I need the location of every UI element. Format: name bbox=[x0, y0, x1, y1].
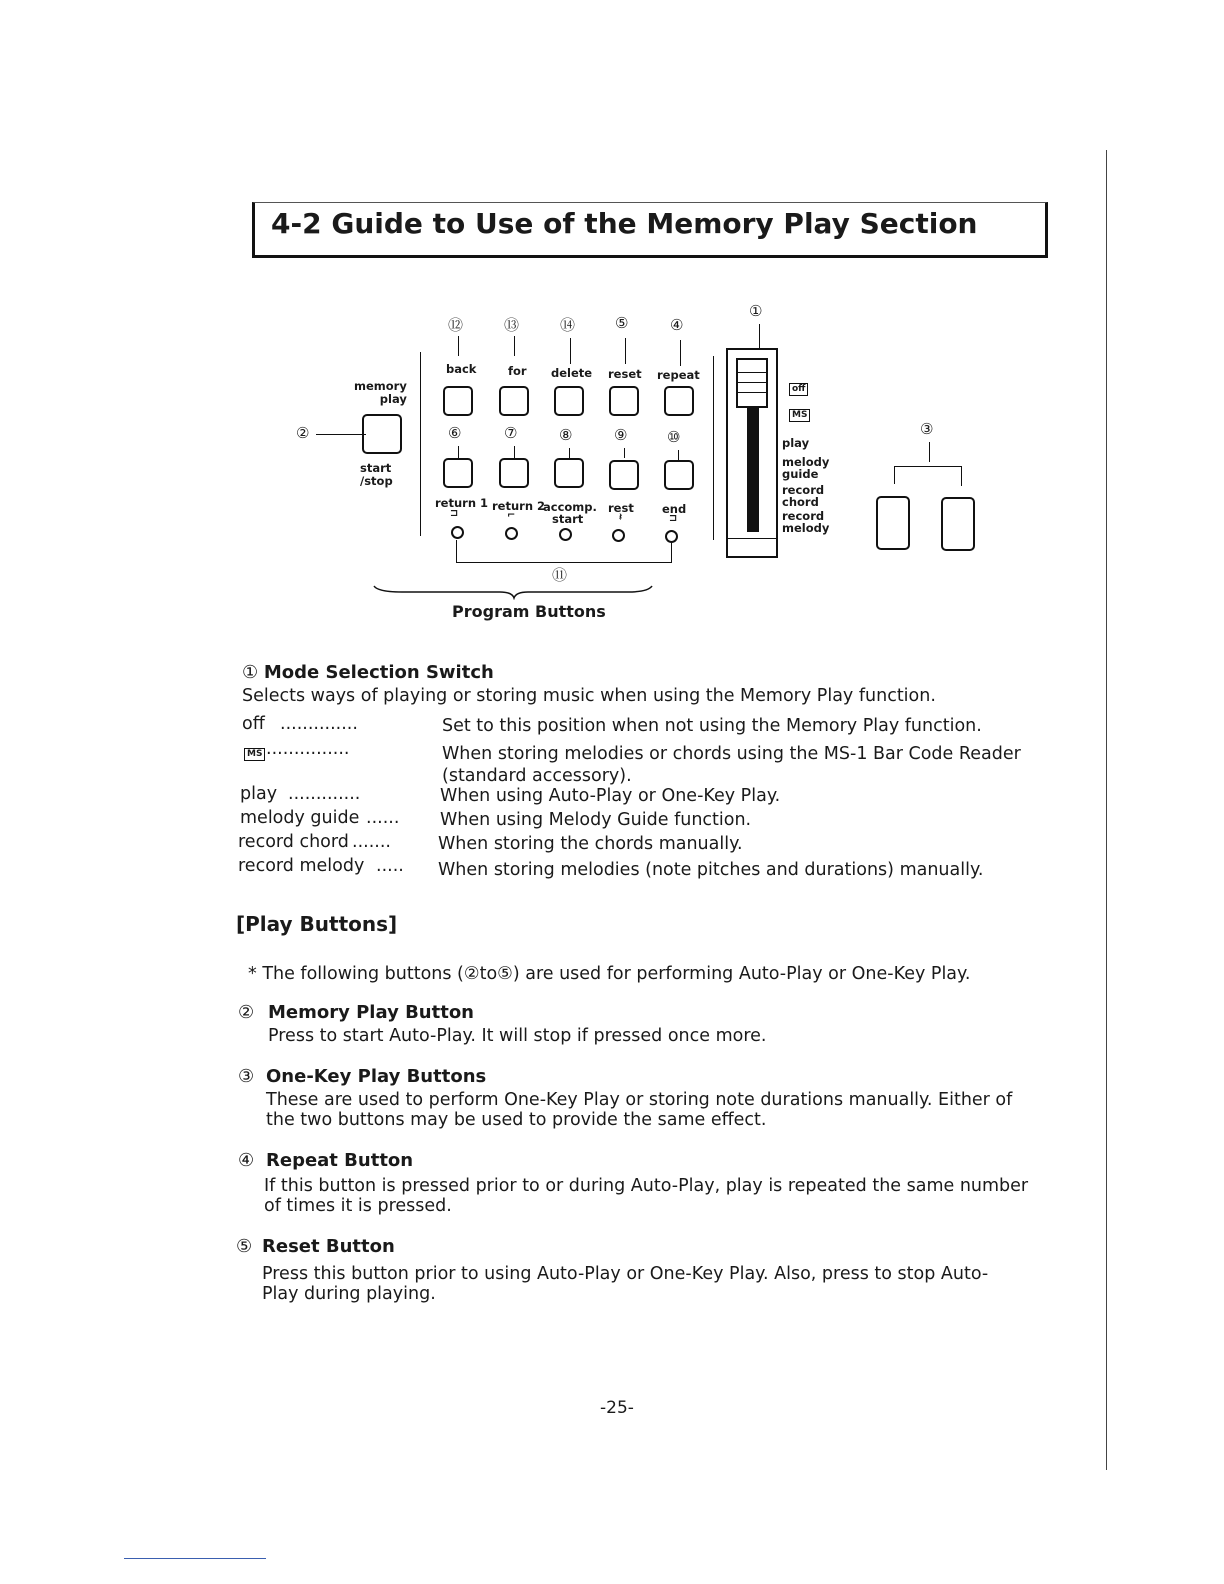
callout-5: ⑤ bbox=[615, 314, 629, 332]
program-brace bbox=[372, 584, 654, 600]
item-text: If this button is pressed prior to or during Auto-Play, play is repeated the same number bbox=[264, 1176, 1029, 1196]
bracket-line bbox=[671, 542, 672, 562]
label-accomp-start: start bbox=[552, 512, 584, 526]
callout-2: ② bbox=[296, 424, 310, 442]
label-return1: return 1 bbox=[435, 496, 489, 510]
item-title: Reset Button bbox=[262, 1236, 395, 1257]
mode-leader: ....... bbox=[352, 832, 391, 852]
callout-11: ⑪ bbox=[552, 566, 568, 584]
callout-9: ⑨ bbox=[614, 426, 628, 444]
mode-term: play bbox=[240, 784, 278, 804]
mode-leader: ··············· bbox=[266, 744, 350, 764]
mode-term-ms: MS bbox=[244, 748, 265, 761]
mode-leader: ............. bbox=[288, 784, 361, 804]
end-symbol-icon: ⊐ bbox=[669, 513, 678, 524]
mode-desc: When storing melodies or chords using the MS-1 Bar Code Reader bbox=[442, 744, 1021, 764]
indicator-led bbox=[612, 529, 625, 542]
label-rest: rest bbox=[608, 501, 634, 515]
callout-10: ⑩ bbox=[667, 428, 681, 446]
bracket-line bbox=[894, 466, 962, 467]
bracket-line bbox=[961, 466, 962, 486]
rest-button[interactable] bbox=[609, 460, 639, 490]
leader-line bbox=[316, 434, 366, 435]
mode-selection-switch[interactable] bbox=[726, 348, 778, 558]
mode-desc: When using Melody Guide function. bbox=[440, 810, 752, 830]
mode-leader: ..... bbox=[376, 856, 404, 876]
bracket-line bbox=[456, 562, 672, 563]
mode-leader: ...... bbox=[366, 808, 400, 828]
leader-line bbox=[514, 336, 515, 356]
mode-desc: When using Auto-Play or One-Key Play. bbox=[440, 786, 781, 806]
mode-term: record melody bbox=[238, 856, 365, 876]
return-symbol-icon: ⌐ bbox=[507, 510, 516, 521]
rest-symbol-icon: 𝄽 bbox=[619, 512, 623, 523]
mode-desc: When storing the chords manually. bbox=[438, 834, 743, 854]
one-key-play-button-right[interactable] bbox=[941, 497, 975, 551]
leader-line bbox=[624, 448, 625, 458]
return-symbol-icon: ⊐ bbox=[450, 508, 459, 519]
switch-pos-ms: MS bbox=[789, 409, 810, 422]
switch-slot bbox=[747, 390, 759, 532]
switch-base-line bbox=[728, 538, 776, 539]
callout-1: ① bbox=[749, 302, 763, 320]
label-accomp: accomp. bbox=[543, 500, 597, 514]
mode-term: record chord bbox=[238, 832, 349, 852]
callout-13: ⑬ bbox=[504, 316, 520, 334]
leader-line bbox=[678, 450, 679, 460]
leader-line bbox=[514, 446, 515, 458]
mode-desc: When storing melodies (note pitches and durations) manually. bbox=[438, 860, 984, 880]
leader-line bbox=[625, 338, 626, 364]
mode-desc: Set to this position when not using the Memory Play function. bbox=[442, 716, 982, 736]
mode-term: melody guide bbox=[240, 808, 360, 828]
mode-heading-title: Mode Selection Switch bbox=[263, 662, 494, 683]
callout-6: ⑥ bbox=[448, 424, 462, 442]
item-text: Press to start Auto-Play. It will stop if pressed once more. bbox=[268, 1026, 767, 1046]
panel-divider bbox=[420, 352, 421, 536]
item-title: One-Key Play Buttons bbox=[266, 1066, 487, 1087]
delete-button[interactable] bbox=[554, 386, 584, 416]
bracket-line bbox=[894, 466, 895, 484]
leader-line bbox=[929, 442, 930, 462]
start-stop-label: start /stop bbox=[360, 461, 393, 488]
reset-button[interactable] bbox=[609, 386, 639, 416]
play-buttons-note: * The following buttons (②to⑤) are used for performing Auto-Play or One-Key Play. bbox=[248, 964, 971, 984]
mode-desc-cont: (standard accessory). bbox=[442, 766, 632, 786]
item-text-cont: of times it is pressed. bbox=[264, 1196, 452, 1216]
switch-pos-record-chord: record chord bbox=[782, 483, 825, 509]
callout-3: ③ bbox=[920, 420, 934, 438]
item-text-cont: the two buttons may be used to provide the same effect. bbox=[266, 1110, 767, 1130]
return2-button[interactable] bbox=[499, 458, 529, 488]
mode-leader: .............. bbox=[280, 714, 358, 734]
return1-button[interactable] bbox=[443, 458, 473, 488]
repeat-button[interactable] bbox=[664, 386, 694, 416]
label-repeat: repeat bbox=[657, 368, 700, 382]
item-text-cont: Play during playing. bbox=[262, 1284, 436, 1304]
label-delete: delete bbox=[551, 366, 593, 380]
callout-7: ⑦ bbox=[504, 424, 518, 442]
one-key-play-button-left[interactable] bbox=[876, 496, 910, 550]
callout-4: ④ bbox=[670, 316, 684, 334]
mode-heading-num: ① bbox=[242, 662, 259, 683]
scan-edge-line bbox=[1106, 150, 1107, 1470]
end-button[interactable] bbox=[664, 460, 694, 490]
mode-heading bbox=[242, 662, 494, 683]
item-title: Memory Play Button bbox=[268, 1002, 474, 1023]
switch-pos-off: off bbox=[789, 383, 808, 396]
switch-pos-play: play bbox=[782, 436, 810, 450]
indicator-led bbox=[505, 527, 518, 540]
program-buttons-caption: Program Buttons bbox=[452, 602, 606, 621]
memory-play-diagram bbox=[0, 0, 1224, 640]
page-number: -25- bbox=[600, 1398, 634, 1418]
for-button[interactable] bbox=[499, 386, 529, 416]
label-end: end bbox=[662, 502, 687, 516]
indicator-led bbox=[559, 528, 572, 541]
section-title: 4-2 Guide to Use of the Memory Play Section bbox=[271, 207, 978, 240]
panel-divider bbox=[713, 356, 714, 540]
leader-line bbox=[759, 324, 760, 348]
knob-ridge bbox=[738, 382, 766, 383]
leader-line bbox=[458, 336, 459, 356]
callout-14: ⑭ bbox=[560, 316, 576, 334]
label-return2: return 2 bbox=[492, 499, 546, 513]
item-title: Repeat Button bbox=[266, 1150, 414, 1171]
label-reset: reset bbox=[608, 367, 642, 381]
accomp-start-button[interactable] bbox=[554, 458, 584, 488]
back-button[interactable] bbox=[443, 386, 473, 416]
mode-selection-section bbox=[240, 660, 1040, 900]
callout-8: ⑧ bbox=[559, 426, 573, 444]
leader-line bbox=[458, 446, 459, 458]
knob-ridge bbox=[738, 372, 766, 373]
item-num: ④ bbox=[238, 1150, 255, 1171]
callout-12: ⑫ bbox=[448, 316, 464, 334]
play-buttons-section bbox=[234, 910, 1034, 1330]
item-text: Press this button prior to using Auto-Play or One-Key Play. Also, press to stop Auto- bbox=[262, 1264, 989, 1284]
leader-line bbox=[680, 340, 681, 366]
memory-play-button[interactable] bbox=[362, 414, 402, 454]
switch-knob[interactable] bbox=[736, 358, 768, 408]
switch-pos-melody-guide: melody guide bbox=[782, 455, 830, 481]
play-buttons-heading: [Play Buttons] bbox=[236, 912, 398, 936]
item-text: These are used to perform One-Key Play or storing note durations manually. Either of bbox=[266, 1090, 1013, 1110]
memory-play-label: memory play bbox=[354, 379, 407, 406]
mode-term: off bbox=[242, 714, 265, 734]
leader-line bbox=[570, 338, 571, 364]
switch-pos-record-melody: record melody bbox=[782, 509, 830, 535]
label-for: for bbox=[508, 364, 527, 378]
indicator-led bbox=[451, 526, 464, 539]
mode-intro: Selects ways of playing or storing music when using the Memory Play function. bbox=[242, 686, 936, 706]
item-num: ② bbox=[238, 1002, 255, 1023]
item-num: ⑤ bbox=[236, 1236, 253, 1257]
item-num: ③ bbox=[238, 1066, 255, 1087]
bracket-line bbox=[456, 540, 457, 562]
scan-edge-line bbox=[124, 1558, 266, 1559]
knob-ridge bbox=[738, 392, 766, 393]
label-back: back bbox=[446, 362, 477, 376]
leader-line bbox=[569, 448, 570, 458]
